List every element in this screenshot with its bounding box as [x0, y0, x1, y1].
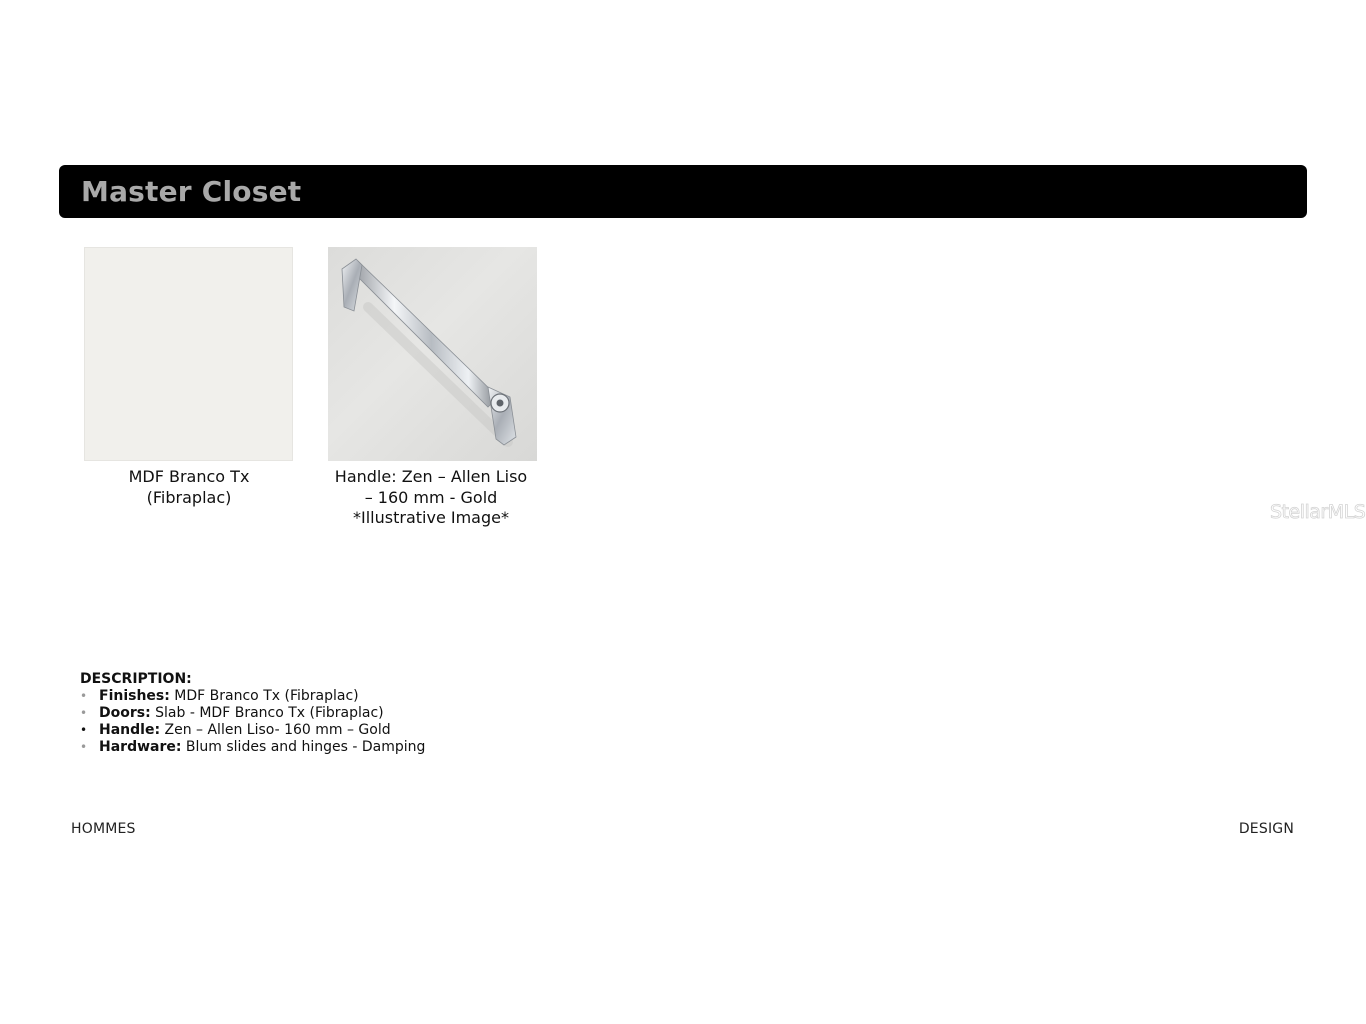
list-item: [80, 705, 425, 722]
page-title: Master Closet: [81, 175, 302, 208]
description-key: Handle:: [99, 722, 161, 738]
bullet-icon: •: [80, 689, 88, 703]
footer-brand-left: HOMMES: [71, 821, 136, 837]
caption-line: – 160 mm - Gold: [364, 487, 498, 507]
caption-line: MDF Branco Tx: [128, 467, 250, 486]
mdf-branco-swatch-image: [84, 247, 293, 461]
caption-line: (Fibraplac): [146, 487, 232, 507]
bullet-icon: •: [80, 706, 88, 720]
caption-line: *Illustrative Image*: [353, 508, 509, 527]
footer-brand-right: DESIGN: [1238, 821, 1294, 837]
description-key: Hardware:: [99, 739, 182, 755]
description-list: [80, 688, 425, 756]
list-item: [80, 739, 425, 756]
watermark: StellarMLS: [1270, 501, 1366, 523]
list-item: [80, 688, 425, 705]
bullet-icon: •: [80, 723, 88, 737]
description-value: MDF Branco Tx (Fibraplac): [169, 688, 359, 704]
item-caption-mdf: [84, 467, 294, 508]
title-bar: [59, 165, 1307, 218]
description-key: Finishes:: [99, 688, 170, 704]
description-heading: DESCRIPTION:: [80, 671, 192, 687]
description-key: Doors:: [99, 705, 151, 721]
description-section: [80, 671, 425, 756]
handle-product-image: [328, 247, 537, 461]
item-caption-handle: [318, 467, 544, 529]
description-value: Zen – Allen Liso- 160 mm – Gold: [160, 722, 391, 738]
list-item: [80, 722, 425, 739]
handle-icon: [328, 247, 537, 461]
bullet-icon: •: [80, 740, 88, 754]
caption-line: Handle: Zen – Allen Liso: [334, 467, 528, 486]
description-value: Slab - MDF Branco Tx (Fibraplac): [150, 705, 384, 721]
description-value: Blum slides and hinges - Damping: [181, 739, 426, 755]
